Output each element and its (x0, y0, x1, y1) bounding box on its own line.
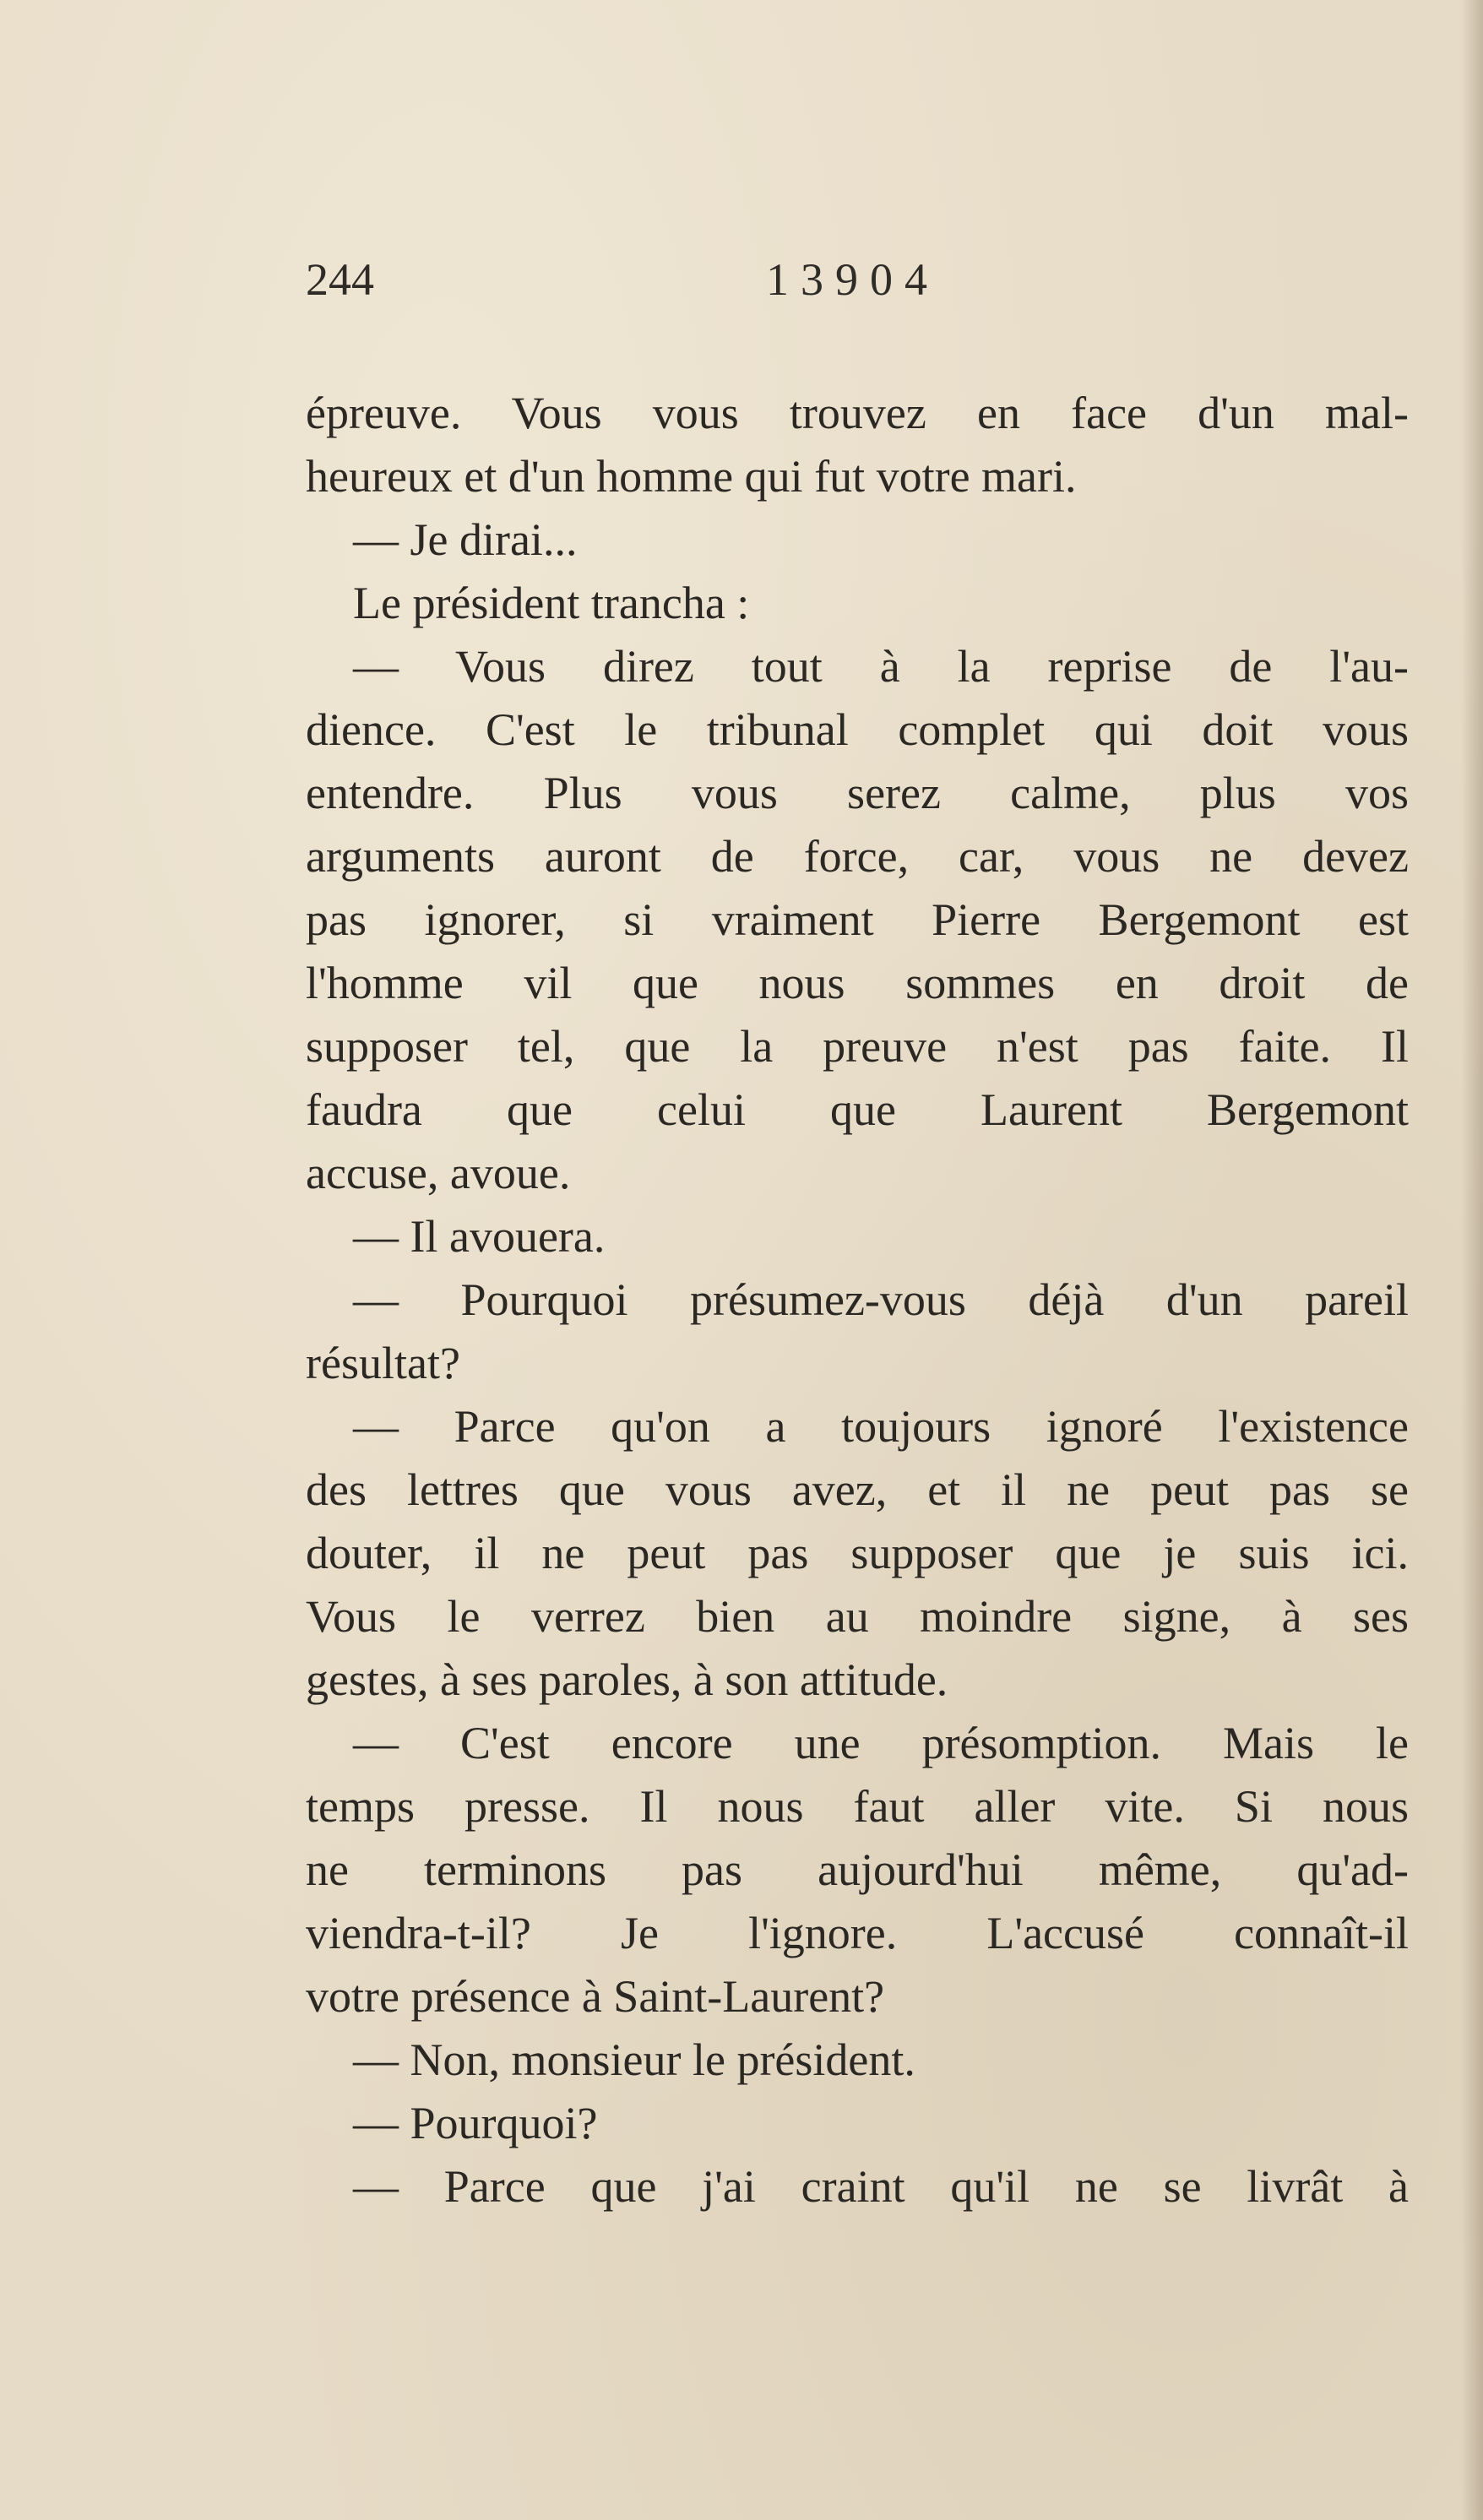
text-line: — C'est encore une présomption. Mais le (353, 1718, 1409, 1768)
text-line: — Parce qu'on a toujours ignoré l'existence (353, 1401, 1409, 1452)
text-line: — Il avouera. (353, 1211, 606, 1262)
text-line: l'homme vil que nous sommes en droit de (306, 958, 1409, 1008)
text-line: heureux et d'un homme qui fut votre mari. (306, 451, 1077, 502)
text-line: résultat? (306, 1338, 460, 1388)
text-line: dience. C'est le tribunal complet qui doit vous (306, 704, 1409, 755)
text-line: — Pourquoi? (353, 2098, 598, 2148)
text-line: accuse, avoue. (306, 1148, 571, 1198)
text-line: douter, il ne peut pas supposer que je suis ici. (306, 1528, 1409, 1578)
text-line: Vous le verrez bien au moindre signe, à ses (306, 1591, 1409, 1642)
text-line: — Vous direz tout à la reprise de l'au- (353, 641, 1409, 692)
text-line: ne terminons pas aujourd'hui même, qu'ad- (306, 1844, 1409, 1895)
text-line: épreuve. Vous vous trouvez en face d'un mal- (306, 388, 1409, 438)
text-line: — Parce que j'ai craint qu'il ne se livrât à (353, 2161, 1409, 2212)
page-header (306, 253, 1409, 312)
text-line: supposer tel, que la preuve n'est pas faite. Il (306, 1021, 1409, 1072)
text-line: entendre. Plus vous serez calme, plus vos (306, 768, 1409, 818)
text-line: — Je dirai... (353, 514, 578, 565)
text-line: viendra-t-il? Je l'ignore. L'accusé connaît-il (306, 1908, 1409, 1958)
text-line: faudra que celui que Laurent Bergemont (306, 1084, 1409, 1135)
text-line: temps presse. Il nous faut aller vite. Si nous (306, 1781, 1409, 1832)
text-line: — Pourquoi présumez-vous déjà d'un pareil (353, 1274, 1409, 1325)
page-edge-shadow (1461, 0, 1483, 2520)
text-line: Le président trancha : (353, 578, 750, 628)
text-line: arguments auront de force, car, vous ne devez (306, 831, 1409, 882)
text-line: votre présence à Saint-Laurent? (306, 1971, 885, 2022)
text-line: gestes, à ses paroles, à son attitude. (306, 1654, 948, 1705)
text-line: — Non, monsieur le président. (353, 2034, 915, 2085)
running-title: 13904 (766, 254, 939, 305)
text-line: des lettres que vous avez, et il ne peut pas se (306, 1464, 1409, 1515)
body-text (306, 382, 1409, 2219)
text-line: pas ignorer, si vraiment Pierre Bergemont est (306, 894, 1409, 945)
page-number: 244 (306, 254, 374, 305)
